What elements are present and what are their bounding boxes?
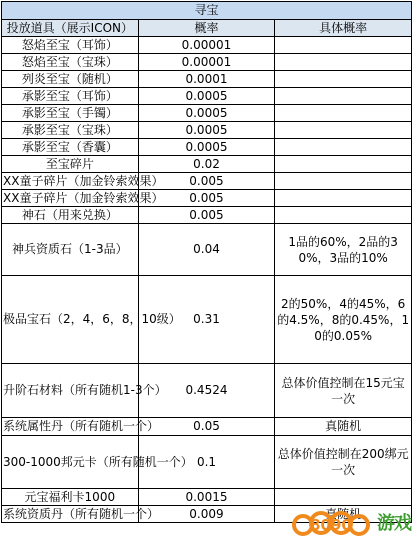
table-row xyxy=(2,71,412,88)
item-cell: 列炎至宝（随机） xyxy=(2,71,139,88)
watermark-number: 8090 xyxy=(310,516,352,534)
prob-cell: 0.005 xyxy=(138,207,275,224)
prob-cell: 0.005 xyxy=(138,190,275,207)
item-cell: 神兵资质石（1-3品） xyxy=(2,224,139,276)
table-row xyxy=(2,276,412,364)
detail-cell xyxy=(275,156,412,173)
table-row xyxy=(2,173,412,190)
detail-cell xyxy=(275,122,412,139)
prob-cell: 0.04 xyxy=(138,224,275,276)
detail-cell xyxy=(275,88,412,105)
header-detail: 具体概率 xyxy=(275,20,412,37)
table-row xyxy=(2,489,412,506)
prob-cell: 0.0005 xyxy=(138,139,275,156)
watermark-text: 游戏 xyxy=(377,513,411,534)
item-cell: 承影至宝（耳饰） xyxy=(2,88,139,105)
item-cell: 承影至宝（宝珠） xyxy=(2,122,139,139)
item-cell: 神石（用来兑换） xyxy=(2,207,139,224)
table-row xyxy=(2,139,412,156)
detail-cell xyxy=(275,190,412,207)
prob-cell: 0.00001 xyxy=(138,54,275,71)
title-row xyxy=(2,2,412,20)
table-row xyxy=(2,207,412,224)
item-cell: 300-1000邦元卡（所有随机一个） xyxy=(2,436,139,489)
prob-cell: 0.05 xyxy=(138,418,275,436)
prob-cell: 0.0015 xyxy=(138,489,275,506)
item-cell: 升阶石材料（所有随机1-3个） xyxy=(2,364,139,418)
header-row xyxy=(2,20,412,37)
probability-table xyxy=(1,1,412,523)
item-cell: 怒焰至宝（宝珠） xyxy=(2,54,139,71)
item-cell: 承影至宝（香囊） xyxy=(2,139,139,156)
table-row xyxy=(2,88,412,105)
prob-cell: 0.31 xyxy=(138,276,275,364)
item-cell: 怒焰至宝（耳饰） xyxy=(2,37,139,54)
detail-cell xyxy=(275,105,412,122)
table-row xyxy=(2,37,412,54)
table-row xyxy=(2,506,412,523)
detail-cell: 1品的60%，2品的30%，3品的10% xyxy=(275,224,412,276)
detail-cell: 总体价值控制在200绑元一次 xyxy=(275,436,412,489)
detail-cell xyxy=(275,37,412,54)
item-cell: 极品宝石（2，4，6，8，10级） xyxy=(2,276,139,364)
table-row xyxy=(2,156,412,173)
detail-cell xyxy=(275,54,412,71)
item-cell: XX童子碎片（加金铃索效果） xyxy=(3,190,164,205)
prob-cell: 0.0005 xyxy=(138,122,275,139)
detail-cell xyxy=(275,489,412,506)
prob-cell: 0.009 xyxy=(138,506,275,523)
table-row xyxy=(2,418,412,436)
detail-cell xyxy=(275,71,412,88)
table-row xyxy=(2,364,412,418)
prob-cell: 0.0005 xyxy=(138,88,275,105)
table-row xyxy=(2,190,412,207)
prob-cell: 0.0005 xyxy=(138,105,275,122)
detail-cell: 2的50%，4的45%，6的4.5%，8的0.45%，10的0.05% xyxy=(275,276,412,364)
table-row xyxy=(2,122,412,139)
item-cell: 系统资质丹（所有随机一个） xyxy=(3,506,160,521)
table-title: 寻宝 xyxy=(2,2,412,20)
table-row xyxy=(2,436,412,489)
item-cell: 承影至宝（手镯） xyxy=(2,105,139,122)
prob-cell: 0.00001 xyxy=(138,37,275,54)
header-item: 投放道具（展示ICON） xyxy=(2,20,139,37)
prob-cell: 0.02 xyxy=(138,156,275,173)
prob-cell: 0.005 xyxy=(138,173,275,190)
table-row xyxy=(2,224,412,276)
item-cell: 至宝碎片 xyxy=(2,156,139,173)
table-row xyxy=(2,105,412,122)
detail-cell: 真随机 xyxy=(275,418,412,436)
detail-cell xyxy=(275,173,412,190)
item-cell: XX童子碎片（加金铃索效果） xyxy=(3,173,164,188)
table-row xyxy=(2,54,412,71)
item-cell: 系统属性丹（所有随机一个） xyxy=(2,418,139,436)
detail-cell: 真随机 xyxy=(275,506,412,523)
prob-cell: 0.1 xyxy=(138,436,275,489)
detail-cell: 总体价值控制在15元宝一次 xyxy=(275,364,412,418)
prob-cell: 0.0001 xyxy=(138,71,275,88)
prob-cell: 0.4524 xyxy=(138,364,275,418)
detail-cell xyxy=(275,207,412,224)
item-cell: 元宝福利卡1000 xyxy=(2,489,139,506)
header-probability: 概率 xyxy=(138,20,275,37)
detail-cell xyxy=(275,139,412,156)
